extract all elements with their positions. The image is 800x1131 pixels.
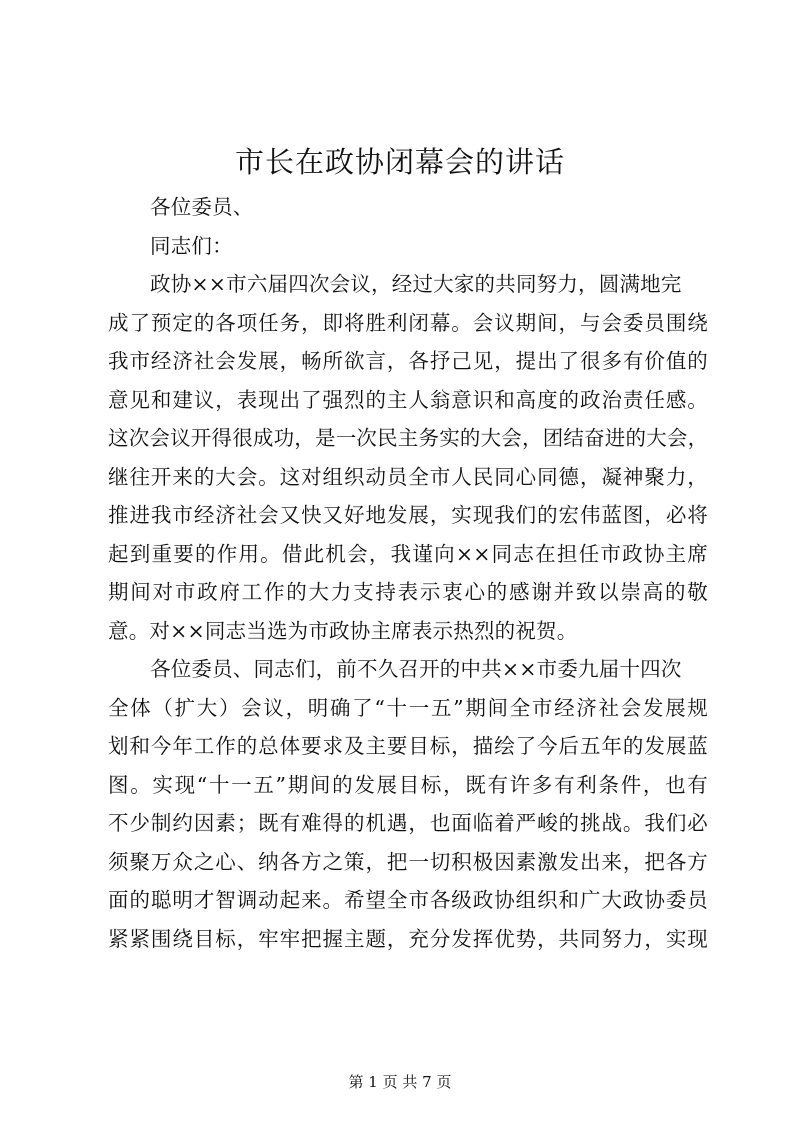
paragraph-line: 成了预定的各项任务，即将胜利闭幕。会议期间，与会委员围绕 (108, 310, 708, 335)
page-number: 第 1 页 共 7 页 (348, 1073, 452, 1091)
salutation-line: 同志们： (150, 233, 233, 258)
paragraph-line: 继往开来的大会。这对组织动员全市人民同心同德，凝神聚力， (108, 464, 708, 489)
paragraph-line: 意。对××同志当选为市政协主席表示热烈的祝贺。 (108, 618, 578, 643)
paragraph-line: 各位委员、同志们，前不久召开的中共××市委九届十四次 (150, 657, 682, 681)
paragraph-line: 紧紧围绕目标，牢牢把握主题，充分发挥优势，共同努力，实现 (108, 926, 708, 951)
paragraph-line: 期间对市政府工作的大力支持表示衷心的感谢并致以崇高的敬 (108, 580, 708, 604)
paragraph-line: 我市经济社会发展，畅所欲言，各抒己见，提出了很多有价值的 (108, 349, 708, 373)
paragraph-line: 不少制约因素；既有难得的机遇，也面临着严峻的挑战。我们必 (108, 811, 708, 835)
paragraph-line: 推进我市经济社会又快又好地发展，实现我们的宏伟蓝图，必将 (108, 503, 708, 527)
paragraph-line: 图。实现“十一五”期间的发展目标，既有许多有利条件，也有 (108, 772, 708, 797)
paragraph-line: 政协××市六届四次会议，经过大家的共同努力，圆满地完 (150, 272, 682, 296)
paragraph-line: 意见和建议，表现出了强烈的主人翁意识和高度的政治责任感。 (108, 387, 708, 412)
paragraph-line: 须聚万众之心、纳各方之策，把一切积极因素激发出来，把各方 (108, 849, 708, 874)
paragraph-line: 这次会议开得很成功，是一次民主务实的大会，团结奋进的大会， (108, 426, 709, 450)
salutation-line: 各位委员、 (150, 195, 254, 219)
paragraph-line: 起到重要的作用。借此机会，我谨向××同志在担任市政协主席 (108, 541, 708, 566)
document-body (108, 188, 708, 958)
paragraph-line: 全体（扩大）会议，明确了“十一五”期间全市经济社会发展规 (108, 695, 708, 720)
document-title: 市长在政协闭幕会的讲话 (234, 145, 565, 179)
paragraph-line: 面的聪明才智调动起来。希望全市各级政协组织和广大政协委员 (108, 888, 708, 912)
paragraph-line: 划和今年工作的总体要求及主要目标，描绘了今后五年的发展蓝 (108, 734, 708, 758)
